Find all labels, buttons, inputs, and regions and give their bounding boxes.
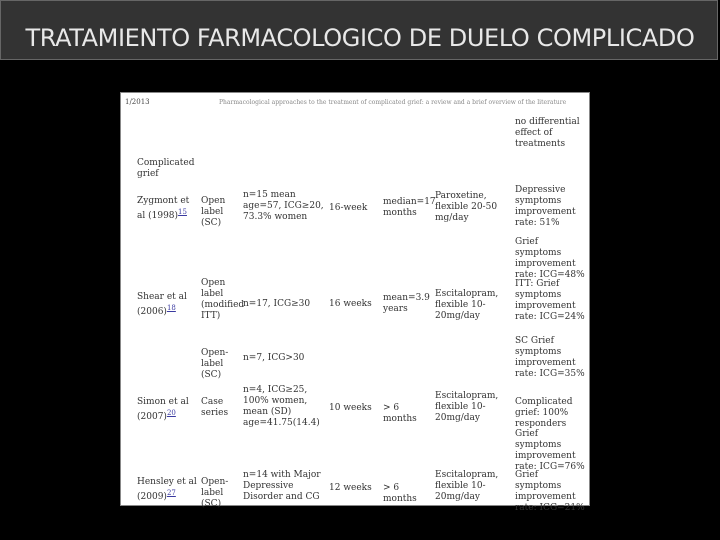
table-row-duration: 10 weeks — [329, 403, 372, 413]
table-row-study: Simon et al (2007)$^{20}$ — [137, 397, 189, 422]
table-row-sample: n=14 with Major Depressive Disorder and CG — [243, 470, 321, 502]
top-outcome: no differential effect of treatments — [515, 117, 580, 149]
section-label: Complicated grief — [137, 158, 195, 179]
slide-title-bar — [0, 0, 718, 60]
table-row-design: Case series — [201, 397, 229, 418]
table-row-study: Shear et al (2006)$^{18}$ — [137, 292, 187, 317]
table-row-outcome: Grief symptoms improvement rate: ICG=21% — [515, 470, 585, 513]
table-row-duration: 12 weeks — [329, 483, 372, 493]
table-row-drug: Escitalopram, flexible 10-20mg/day — [435, 391, 499, 423]
document-image — [120, 92, 590, 513]
table-row-study: Hensley et al (2009)$^{27}$ — [137, 477, 197, 502]
table-row-design: Open label (modified ITT) — [201, 278, 245, 321]
doc-header-label: 1/2013 — [125, 98, 150, 106]
table-row-sample: n=4, ICG≥25, 100% women, mean (SD) age=41.75(14.4) — [243, 385, 320, 428]
table-row-outcome: Grief symptoms improvement rate: ICG=76% — [515, 429, 585, 472]
table-row-outcome: Grief symptoms improvement rate: ICG=48% — [515, 237, 585, 280]
table-row-drug: Paroxetine, flexible 20-50 mg/day — [435, 191, 498, 223]
table-row-sample: n=7, ICG>30 — [243, 353, 305, 363]
table-row-time: > 6 months — [383, 483, 417, 504]
table-row-drug: Escitalopram, flexible 10-20mg/day — [435, 289, 499, 321]
table-row-outcome: SC Grief symptoms improvement rate: ICG=35% — [515, 336, 585, 379]
table-row-outcome: ITT: Grief symptoms improvement rate: ICG=24% — [515, 279, 585, 322]
table-row-time: median=17 months — [383, 197, 436, 218]
table-row-design: Open label (SC) — [201, 196, 226, 228]
table-row-outcome: Complicated grief: 100% responders — [515, 397, 573, 429]
doc-header-caption: Pharmacological approaches to the treatment of complicated grief: a review and a brief overview of the literature — [219, 99, 567, 106]
table-row-study: Zygmont et al (1998)$^{15}$ — [137, 196, 190, 221]
table-row-sample: n=17, ICG≥30 — [243, 299, 311, 309]
table-row-time: mean=3.9 years — [383, 293, 430, 314]
table-row-outcome: Depressive symptoms improvement rate: 51% — [515, 185, 576, 228]
table-row-sample: n=15 mean age=57, ICG≥20, 73.3% women — [243, 190, 324, 222]
table-row-duration: 16-week — [329, 203, 368, 213]
table-row-time: > 6 months — [383, 403, 417, 424]
table-row-duration: 16 weeks — [329, 299, 372, 309]
table-row-design: Open-label (SC) — [201, 477, 229, 509]
table-row-design: Open-label (SC) — [201, 348, 229, 380]
table-row-drug: Escitalopram, flexible 10-20mg/day — [435, 470, 499, 502]
slide-title: TRATAMIENTO FARMACOLOGICO DE DUELO COMPLICADO — [25, 24, 695, 52]
